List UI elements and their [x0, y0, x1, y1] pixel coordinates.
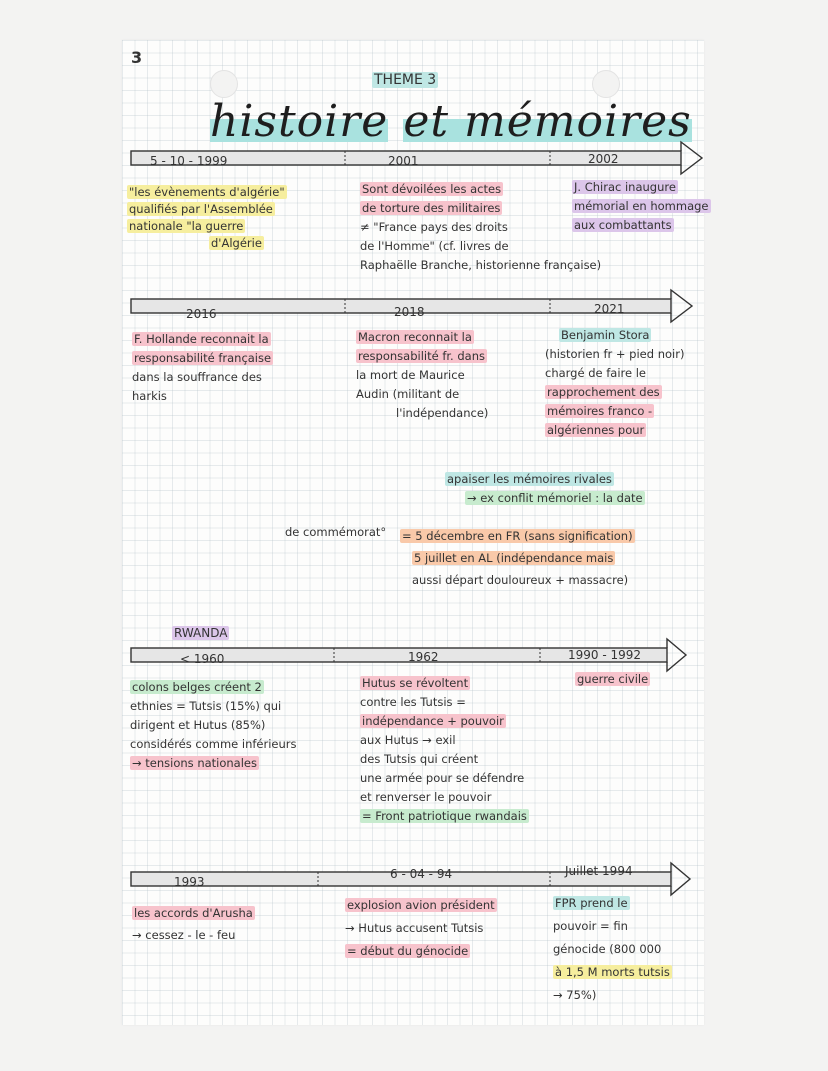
timeline-date: < 1960	[180, 652, 225, 666]
event-text-block: Sont dévoilées les actes de torture des militaires ≠ "France pays des droits de l'Homme" (cf. livres de Raphaëlle Branche, historienne française)	[360, 182, 602, 272]
timeline-date: 1993	[174, 875, 205, 889]
event-text-block: F. Hollande reconnait la responsabilité française dans la souffrance des harkis	[132, 332, 272, 403]
timeline-date: 2001	[388, 154, 419, 168]
section-heading: RWANDA	[174, 626, 228, 640]
event-text-block: FPR prend le pouvoir = fin génocide (800 000 à 1,5 M morts tutsis → 75%)	[553, 896, 670, 1002]
timeline-date: 1990 - 1992	[568, 648, 642, 662]
timeline-date: Juillet 1994	[565, 864, 633, 878]
commemoration-label: de commémorat°	[285, 525, 387, 539]
page-title: histoire et mémoires	[210, 96, 692, 147]
event-text-block: Hutus se révoltent contre les Tutsis = indépendance + pouvoir aux Hutus → exil des Tutsis qui créent une armée pour se défendre et renverser le pouvoir = Front patriotique rwandais	[360, 676, 527, 823]
timeline-date: 6 - 04 - 94	[390, 867, 453, 881]
binder-hole	[592, 70, 620, 98]
event-text-block: = 5 décembre en FR (sans signification) 5 juillet en AL (indépendance mais aussi départ douloureux + massacre)	[402, 529, 633, 587]
event-text-block: "les évènements d'algérie" qualifiés par l'Assemblée nationale "la guerre d'Algérie	[129, 185, 285, 250]
event-text-block: Macron reconnait la responsabilité fr. dans la mort de Maurice Audin (militant de l'indépendance)	[356, 330, 489, 420]
event-text-block: les accords d'Arusha → cessez - le - feu	[132, 906, 253, 942]
event-text-block: guerre civile	[577, 672, 649, 686]
theme-label: THEME 3	[374, 72, 437, 88]
event-text-block: colons belges créent 2 ethnies = Tutsis (15%) qui dirigent et Hutus (85%) considérés comme inférieurs → tensions nationales	[130, 680, 297, 770]
timeline-date: 2018	[394, 305, 425, 319]
binder-hole	[210, 70, 238, 98]
event-text-block: Benjamin Stora (historien fr + pied noir) chargé de faire le rapprochement des mémoires franco - algériennes pour	[545, 328, 685, 437]
event-text-block: explosion avion président → Hutus accusent Tutsis = début du génocide	[345, 898, 495, 958]
event-text-block: J. Chirac inaugure mémorial en hommage aux combattants	[574, 180, 709, 232]
event-text-block: apaiser les mémoires rivales → ex conflit mémoriel : la date	[447, 472, 643, 505]
timeline-date: 2002	[588, 152, 619, 166]
timeline-date: 5 - 10 - 1999	[150, 154, 228, 168]
page-number: 3	[131, 48, 143, 67]
timeline-date: 1962	[408, 650, 439, 664]
timeline-date: 2021	[594, 302, 625, 316]
timeline-date: 2016	[186, 307, 217, 321]
